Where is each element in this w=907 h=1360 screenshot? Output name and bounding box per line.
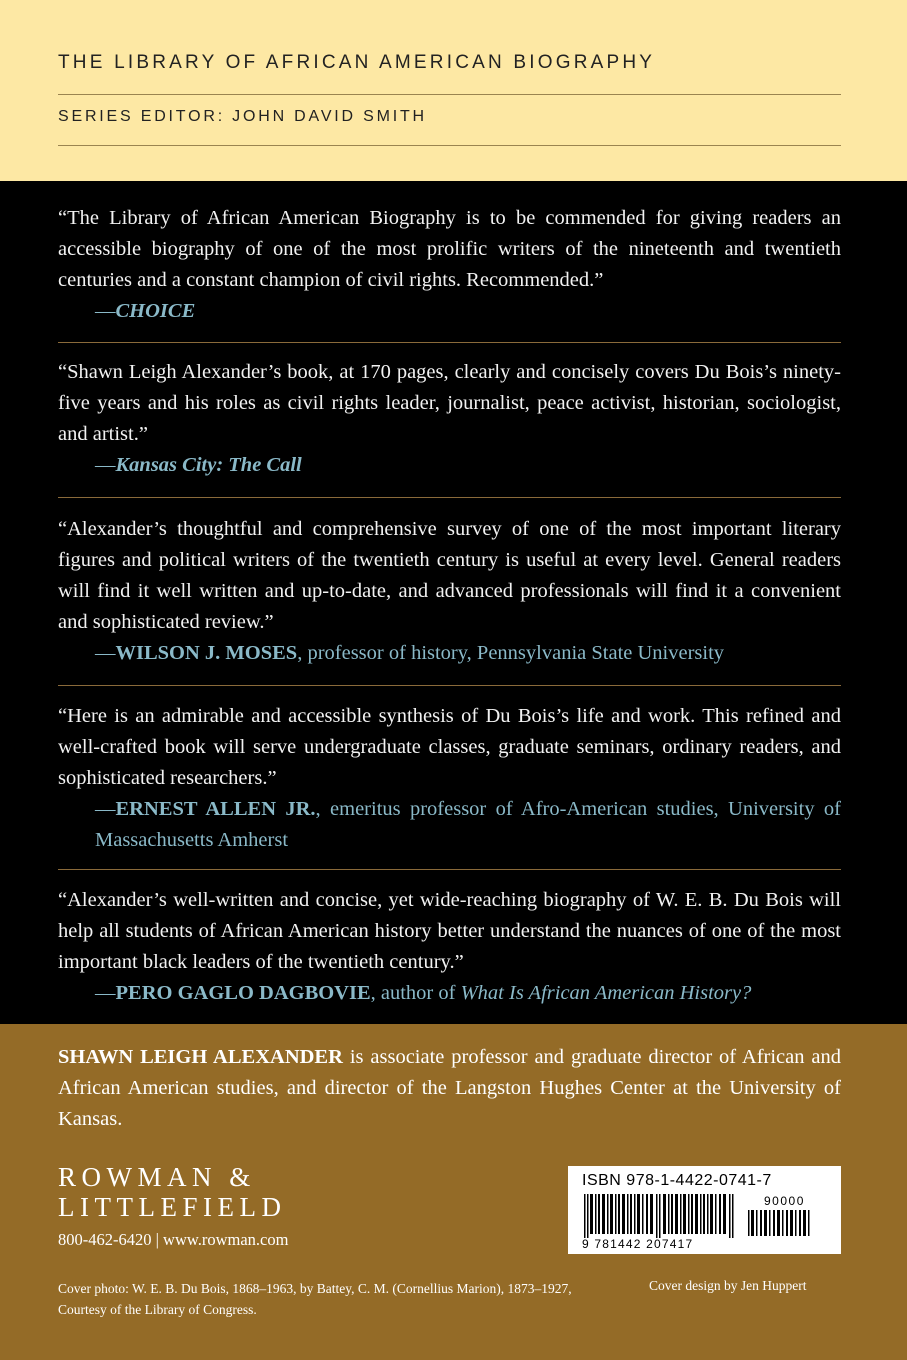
reviews-section	[0, 181, 907, 1024]
review-work-title: What Is African American History?	[460, 982, 752, 1004]
review-quote: “The Library of African American Biography is to be commended for giving readers an accessible biography of one of the most prolific writers of the nineteenth and twentieth centuries and a constant champion of civil rights. Recommended.”	[58, 207, 841, 291]
series-title: THE LIBRARY OF AFRICAN AMERICAN BIOGRAPHY	[58, 52, 656, 73]
review-divider	[58, 497, 841, 498]
review-affiliation: , author of	[370, 982, 461, 1004]
review-affiliation: , professor of history, Pennsylvania State University	[297, 642, 725, 664]
barcode-bars-icon	[584, 1194, 734, 1238]
header-divider	[58, 94, 841, 95]
isbn-barcode	[568, 1166, 841, 1254]
cover-design-credit: Cover design by Jen Huppert	[649, 1278, 807, 1293]
publisher-contact: 800-462-6420 | www.rowman.com	[58, 1230, 289, 1249]
review-quote: “Here is an admirable and accessible synthesis of Du Bois’s life and work. This refined and well-crafted book will serve undergraduate classes, graduate seminars, ordinary readers, and sophisticated researchers.”	[58, 705, 841, 789]
header-divider	[58, 145, 841, 146]
review-quote: “Alexander’s well-written and concise, yet wide-reaching biography of W. E. B. Du Bois will help all students of African American history better understand the nuances of one of the most important black leaders of the twentieth century.”	[58, 889, 841, 973]
series-header	[0, 0, 907, 181]
barcode-addon-bars-icon	[748, 1210, 812, 1236]
isbn-number: ISBN 978-1-4422-0741-7	[582, 1172, 772, 1189]
review-source: PERO GAGLO DAGBOVIE	[115, 982, 371, 1004]
review-dagbovie	[58, 885, 841, 1009]
review-quote: “Shawn Leigh Alexander’s book, at 170 pages, clearly and concisely covers Du Bois’s ninety-five years and his roles as civil rights leader, journalist, peace activist, historian, sociologist, and artist.”	[58, 361, 841, 445]
barcode-digits: 9 781442 207417	[582, 1237, 694, 1251]
review-source: WILSON J. MOSES	[115, 642, 298, 664]
review-kansas-city	[58, 357, 841, 481]
author-bio-text: is associate professor and graduate director of African and African American studies, and director of the Langston Hughes Center at the University of Kansas.	[58, 1046, 841, 1130]
review-source: Kansas City: The Call	[115, 454, 302, 476]
author-name: SHAWN LEIGH ALEXANDER	[58, 1046, 343, 1068]
review-divider	[58, 342, 841, 343]
review-moses	[58, 514, 841, 669]
review-dash: —	[95, 642, 116, 664]
review-dash: —	[95, 454, 116, 476]
review-dash: —	[95, 300, 116, 322]
publisher-logo-line2: LITTLEFIELD	[58, 1192, 287, 1222]
review-allen	[58, 701, 841, 856]
review-dash: —	[95, 982, 116, 1004]
review-affiliation: , emeritus professor of Afro-American studies, University of Massachusetts Amherst	[95, 798, 841, 851]
review-source: ERNEST ALLEN JR.	[115, 798, 316, 820]
series-editor: SERIES EDITOR: JOHN DAVID SMITH	[58, 108, 427, 125]
review-dash: —	[95, 798, 116, 820]
cover-photo-credit: Cover photo: W. E. B. Du Bois, 1868–1963, by Battey, C. M. (Cornellius Marion), 1873–1927, Courtesy of the Library of Congress.	[58, 1281, 572, 1317]
publisher-logo-line1: ROWMAN &	[58, 1162, 256, 1192]
barcode-addon-digits: 90000	[764, 1194, 805, 1208]
review-divider	[58, 685, 841, 686]
review-quote: “Alexander’s thoughtful and comprehensive survey of one of the most important literary figures and political writers of the twentieth century is useful at every level. General readers will find it well written and up-to-date, and advanced professionals will find it a convenient and sophisticated review.”	[58, 518, 841, 633]
author-publisher-section	[0, 1024, 907, 1360]
author-bio	[58, 1042, 841, 1135]
review-source: CHOICE	[115, 300, 196, 322]
review-choice	[58, 203, 841, 327]
review-divider	[58, 869, 841, 870]
